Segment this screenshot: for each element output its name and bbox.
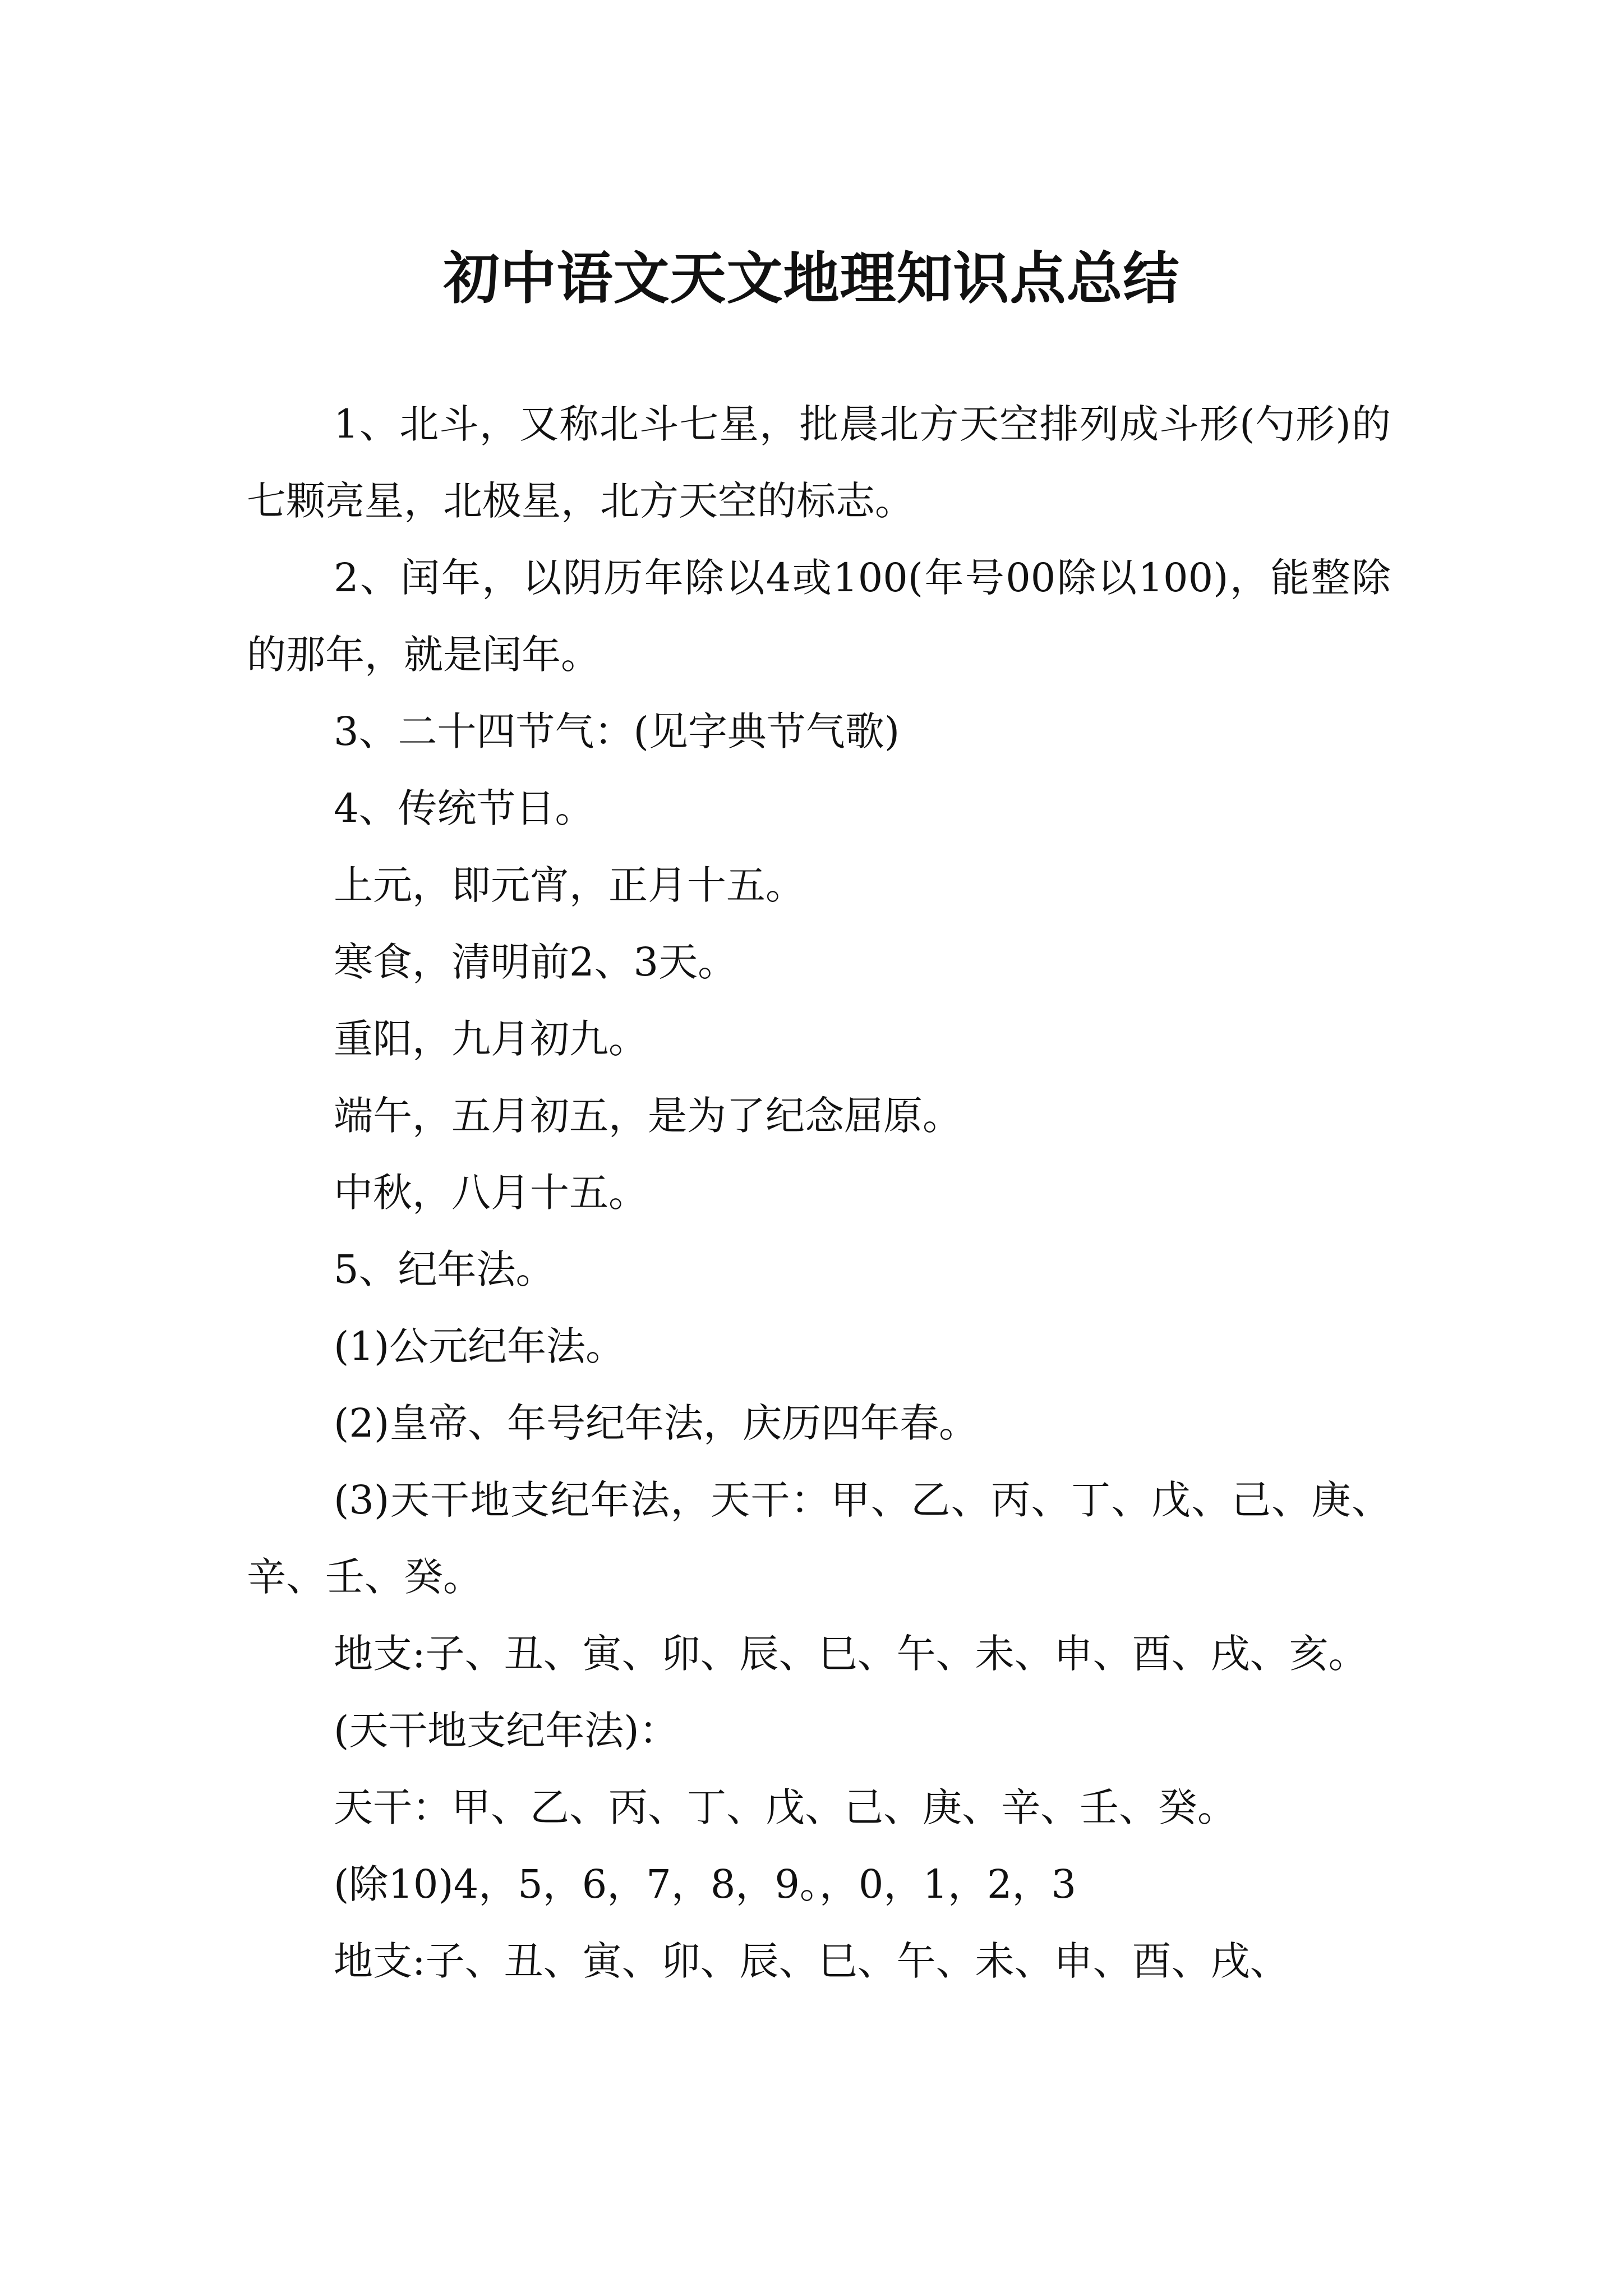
paragraph-mid-autumn: 中秋，八月十五。 <box>334 1170 648 1216</box>
paragraph-ad-calendar: (1)公元纪年法。 <box>334 1323 625 1369</box>
paragraph-leap-year: 2、闰年，以阴历年除以4或100(年号00除以100)，能整除的那年，就是闰年。 <box>247 555 1391 678</box>
page-title: 初中语文天文地理知识点总结 <box>443 246 1180 311</box>
paragraph-double-ninth: 重阳，九月初九。 <box>334 1016 648 1062</box>
paragraph-solar-terms: 3、二十四节气：(见字典节气歌) <box>334 708 900 754</box>
paragraph-heavenly-stems: 天干：甲、乙、丙、丁、戊、己、庚、辛、壬、癸。 <box>334 1784 1237 1830</box>
paragraph-big-dipper: 1、北斗，又称北斗七星，批晨北方天空排列成斗形(勺形)的七颗亮星，北极星，北方天空的标志。 <box>247 401 1391 524</box>
paragraph-earthly-branches-list: 地支:子、丑、寅、卯、辰、巳、午、未、申、酉、戌、 <box>334 1938 1289 1984</box>
paragraph-divide-by-ten: (除10)4，5，6，7，8，9。，0，1，2，3 <box>334 1861 1077 1907</box>
paragraph-stems-branches: (3)天干地支纪年法，天干：甲、乙、丙、丁、戊、己、庚、辛、壬、癸。 <box>247 1477 1391 1600</box>
paragraph-lantern-festival: 上元，即元宵，正月十五。 <box>334 862 805 908</box>
document-body <box>247 386 1391 2000</box>
paragraph-earthly-branches: 地支:子、丑、寅、卯、辰、巳、午、未、申、酉、戌、亥。 <box>334 1631 1368 1677</box>
paragraph-dragon-boat: 端午，五月初五，是为了纪念屈原。 <box>334 1093 962 1139</box>
paragraph-stems-branches-method: (天干地支纪年法)： <box>334 1708 679 1754</box>
paragraph-calendar-heading: 5、纪年法。 <box>334 1246 555 1292</box>
paragraph-festivals-heading: 4、传统节日。 <box>334 785 594 831</box>
paragraph-cold-food-festival: 寒食，清明前2、3天。 <box>334 939 737 985</box>
paragraph-reign-calendar: (2)皇帝、年号纪年法，庆历四年春。 <box>334 1400 979 1446</box>
